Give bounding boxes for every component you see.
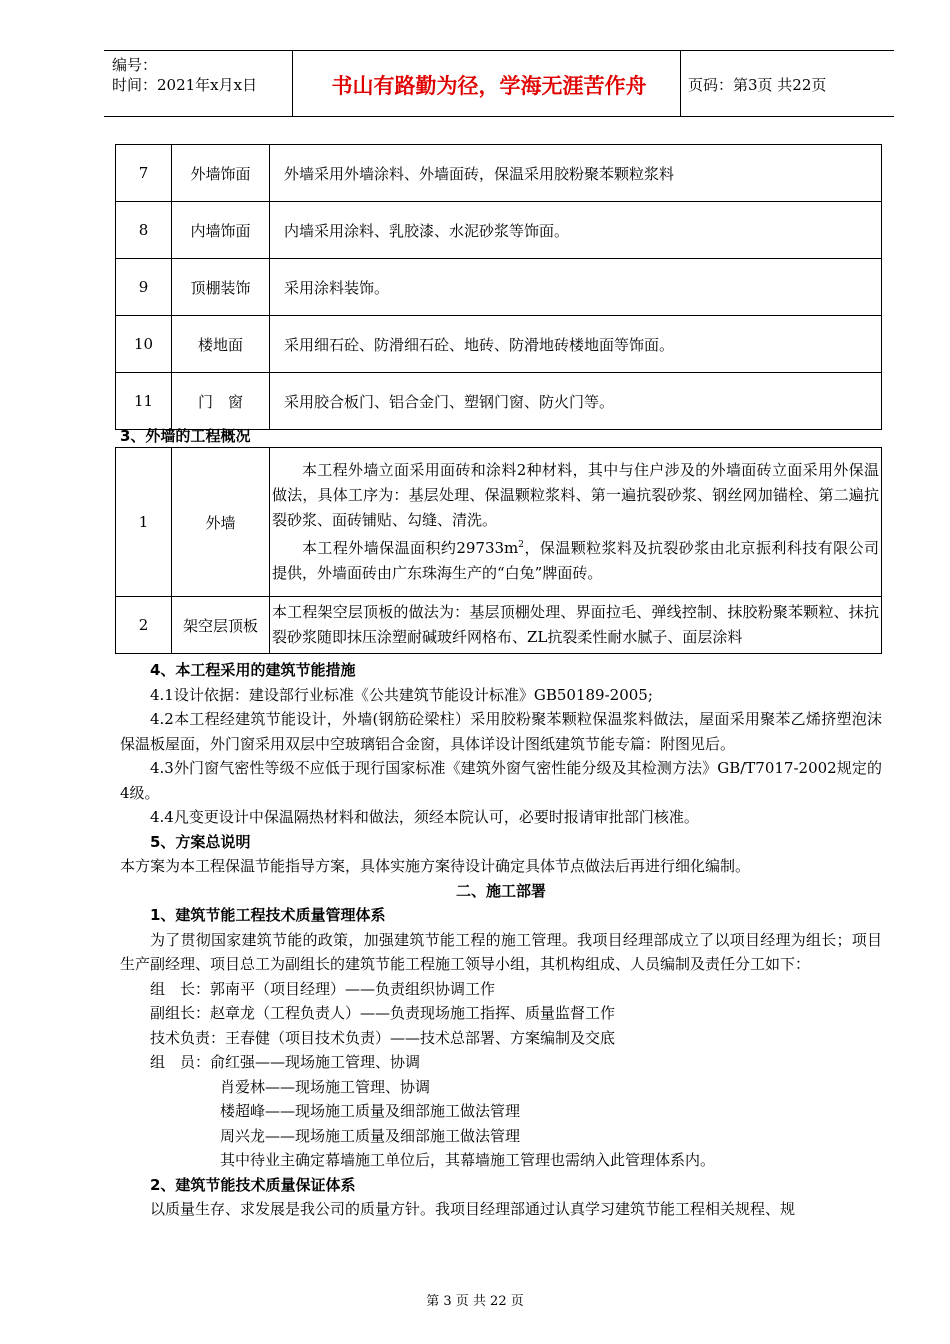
row-item: 门 窗 bbox=[172, 373, 270, 430]
wall-area-text: 本工程外墙保温面积约29733m bbox=[302, 539, 519, 557]
row-number: 8 bbox=[116, 202, 172, 259]
paragraph: 4.3外门窗气密性等级不应低于现行国家标准《建筑外窗气密性能分级及其检测方法》GB/T7017-2002规定的4级。 bbox=[120, 759, 882, 802]
table-row bbox=[116, 316, 882, 373]
paragraph: 本方案为本工程保温节能指导方案，具体实施方案待设计确定具体节点做法后再进行细化编制。 bbox=[120, 857, 751, 875]
header-motto: 书山有路勤为径，学海无涯苦作舟 bbox=[331, 74, 647, 98]
header-top-rule bbox=[104, 50, 894, 51]
document-time: 时间：2021年x月x日 bbox=[112, 76, 258, 94]
finish-table bbox=[115, 144, 882, 430]
team-members bbox=[120, 1050, 882, 1075]
superscript: 2 bbox=[518, 540, 525, 550]
wall-paragraph bbox=[272, 533, 879, 586]
table-row bbox=[116, 597, 882, 654]
page-footer: 第 3 页 共 22 页 bbox=[426, 1294, 524, 1309]
paragraph: 4.1设计依据：建设部行业标准《公共建筑节能设计标准》GB50189-2005; bbox=[150, 685, 653, 704]
row-item: 外墙 bbox=[172, 448, 270, 597]
table-row bbox=[116, 448, 882, 597]
section-title: 5、方案总说明 bbox=[150, 832, 251, 851]
row-description bbox=[270, 448, 882, 597]
header-bottom-rule bbox=[104, 116, 894, 117]
row-number: 2 bbox=[116, 597, 172, 654]
header-divider bbox=[680, 50, 681, 117]
row-number: 9 bbox=[116, 259, 172, 316]
section-title: 3、外墙的工程概况 bbox=[120, 427, 251, 445]
member: 楼超峰——现场施工质量及细部施工做法管理 bbox=[220, 1102, 521, 1120]
wall-area-text-rest: ，保温颗粒浆料及抗裂砂浆由北京振利科技有限公司提供，外墙面砖由广东珠海生产的“白兔”牌面砖。 bbox=[272, 539, 879, 582]
document-number: 编号： bbox=[112, 56, 158, 74]
row-item: 楼地面 bbox=[172, 316, 270, 373]
paragraph: 为了贯彻国家建筑节能的政策，加强建筑节能工程的施工管理。我项目经理部成立了以项目经理为组长；项目生产副经理、项目总工为副组长的建筑节能工程施工领导小组，其机构组成、人员编制及责任分工如下： bbox=[120, 930, 882, 973]
members-label: 组 员： bbox=[150, 1053, 211, 1071]
row-number: 7 bbox=[116, 145, 172, 202]
row-item: 外墙饰面 bbox=[172, 145, 270, 202]
header-divider bbox=[292, 50, 293, 117]
paragraph: 4.4凡变更设计中保温隔热材料和做法，须经本院认可，必要时报请审批部门核准。 bbox=[150, 808, 699, 826]
body-text bbox=[120, 658, 882, 1222]
table-row bbox=[116, 259, 882, 316]
row-description: 采用胶合板门、铝合金门、塑钢门窗、防火门等。 bbox=[270, 373, 882, 430]
team-leader: 组 长：郭南平（项目经理）——负责组织协调工作 bbox=[150, 979, 496, 998]
table-row bbox=[116, 373, 882, 430]
paragraph: 4.2本工程经建筑节能设计，外墙(钢筋砼梁柱）采用胶粉聚苯颗粒保温浆料做法，屋面采用聚苯乙烯挤塑泡沫保温板屋面，外门窗采用双层中空玻璃铝合金窗，具体详设计图纸建筑节能专篇：附图见后。 bbox=[120, 710, 882, 753]
header-page-number: 页码：第3页 共22页 bbox=[688, 76, 827, 94]
roof-paragraph: 本工程架空层顶板的做法为：基层顶棚处理、界面拉毛、弹线控制、抹胶粉聚苯颗粒、抹抗裂砂浆随即抹压涂塑耐碱玻纤网格布、ZL抗裂柔性耐水腻子、面层涂料 bbox=[272, 603, 879, 646]
table-row bbox=[116, 145, 882, 202]
team-tech: 技术负责：王春健（项目技术负责）——技术总部署、方案编制及交底 bbox=[150, 1028, 616, 1047]
row-description bbox=[270, 597, 882, 654]
row-description: 采用细石砼、防滑细石砼、地砖、防滑地砖楼地面等饰面。 bbox=[270, 316, 882, 373]
paragraph: 以质量生存、求发展是我公司的质量方针。我项目经理部通过认真学习建筑节能工程相关规程、规 bbox=[150, 1200, 796, 1218]
row-description: 采用涂料装饰。 bbox=[270, 259, 882, 316]
section-title: 2、建筑节能技术质量保证体系 bbox=[150, 1175, 356, 1194]
member-note: 其中待业主确定幕墙施工单位后，其幕墙施工管理也需纳入此管理体系内。 bbox=[220, 1151, 716, 1169]
row-item: 架空层顶板 bbox=[172, 597, 270, 654]
section3-block bbox=[120, 424, 882, 449]
team-deputy: 副组长：赵章龙（工程负责人）——负责现场施工指挥、质量监督工作 bbox=[150, 1004, 616, 1022]
member: 周兴龙——现场施工质量及细部施工做法管理 bbox=[220, 1126, 521, 1145]
row-number: 11 bbox=[116, 373, 172, 430]
section-title: 4、本工程采用的建筑节能措施 bbox=[150, 661, 356, 679]
row-number: 10 bbox=[116, 316, 172, 373]
row-description: 内墙采用涂料、乳胶漆、水泥砂浆等饰面。 bbox=[270, 202, 882, 259]
member: 肖爱林——现场施工管理、协调 bbox=[220, 1077, 431, 1096]
member: 俞红强——现场施工管理、协调 bbox=[210, 1053, 421, 1071]
row-description: 外墙采用外墙涂料、外墙面砖，保温采用胶粉聚苯颗粒浆料 bbox=[270, 145, 882, 202]
page-header bbox=[104, 50, 894, 118]
wall-table bbox=[115, 447, 882, 654]
section-title: 1、建筑节能工程技术质量管理体系 bbox=[150, 906, 386, 924]
row-item: 内墙饰面 bbox=[172, 202, 270, 259]
row-number: 1 bbox=[116, 448, 172, 597]
row-item: 顶棚装饰 bbox=[172, 259, 270, 316]
wall-paragraph: 本工程外墙立面采用面砖和涂料2种材料，其中与住户涉及的外墙面砖立面采用外保温做法，具体工序为：基层处理、保温颗粒浆料、第一遍抗裂砂浆、钢丝网加锚栓、第二遍抗裂砂浆、面砖铺贴、勾缝、清洗。 bbox=[272, 461, 879, 529]
part-title: 二、施工部署 bbox=[455, 881, 546, 900]
table-row bbox=[116, 202, 882, 259]
